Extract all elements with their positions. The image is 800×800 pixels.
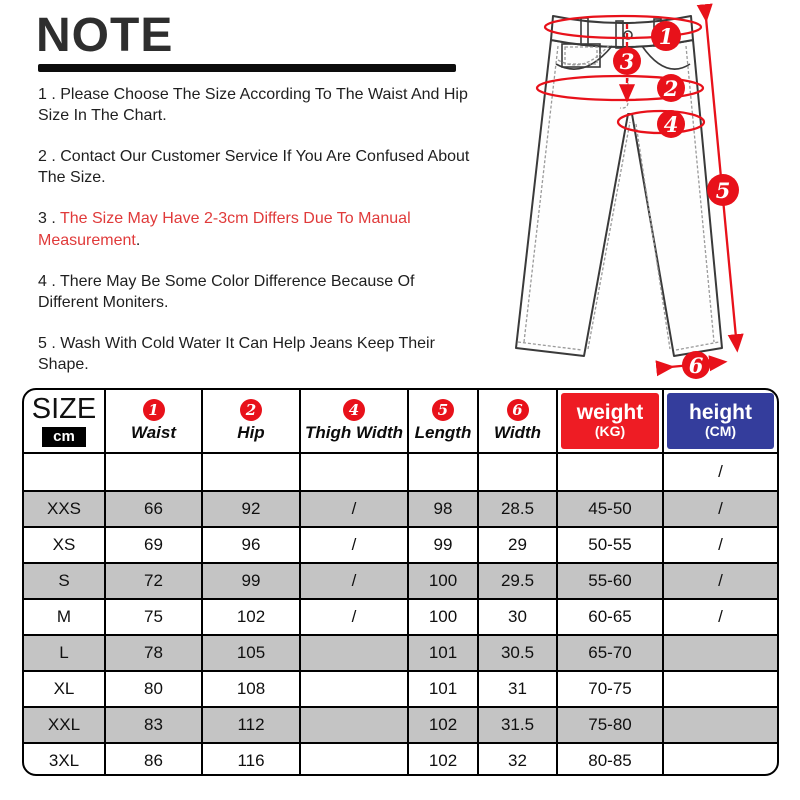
cell-width: 31.5	[477, 708, 556, 742]
cell-length: 100	[407, 564, 477, 598]
jeans-measurement-diagram	[470, 0, 790, 390]
cell-size: XXS	[46, 499, 82, 518]
col-header-thigh-width	[299, 390, 407, 452]
cell-length: 98	[407, 492, 477, 526]
cell-hip: 102	[201, 600, 299, 634]
note-item-3-text: The Size May Have 2-3cm Differs Due To Manual Measurement	[38, 210, 411, 249]
cell-length: 102	[407, 708, 477, 742]
note-item-4-number: 4 .	[38, 272, 60, 290]
col-header-size	[24, 390, 104, 452]
circle-2-icon: 2	[240, 399, 262, 421]
callout-2-number: 2	[663, 76, 679, 101]
cell-waist: 83	[104, 708, 201, 742]
cell-waist: 78	[104, 636, 201, 670]
note-item-1-number: 1 .	[38, 86, 61, 103]
cell-hip: 99	[201, 564, 299, 598]
height-header-box	[667, 393, 774, 449]
cell-width	[477, 454, 556, 490]
cell-hip: 112	[201, 708, 299, 742]
cell-length: 100	[407, 600, 477, 634]
cell-weight: 80-85	[556, 744, 662, 776]
cell-width: 30.5	[477, 636, 556, 670]
cell-length: 101	[407, 636, 477, 670]
cell-waist	[104, 454, 201, 490]
table-row	[24, 634, 777, 670]
weight-header-box	[561, 393, 659, 449]
height-label: height	[689, 401, 752, 425]
cell-size: M	[56, 607, 72, 626]
cell-height: /	[662, 454, 777, 490]
cell-thigh	[299, 708, 407, 742]
weight-unit: (KG)	[594, 423, 626, 440]
note-item-5-number: 5 .	[38, 334, 61, 352]
note-item-3-number: 3 .	[38, 210, 60, 228]
cell-height: /	[662, 564, 777, 598]
note-title: NOTE	[36, 9, 174, 62]
cell-length: 99	[407, 528, 477, 562]
cell-height: /	[662, 492, 777, 526]
cell-height: /	[662, 600, 777, 634]
cell-weight: 45-50	[556, 492, 662, 526]
width-label: Width	[493, 423, 542, 442]
size-table-body	[24, 452, 777, 776]
cell-thigh: /	[299, 528, 407, 562]
cell-hip: 116	[201, 744, 299, 776]
callout-4-number: 4	[663, 112, 679, 137]
cell-thigh: /	[299, 564, 407, 598]
unit-badge: cm	[42, 427, 86, 447]
cell-waist: 86	[104, 744, 201, 776]
col-header-length	[407, 390, 477, 452]
table-row	[24, 526, 777, 562]
cell-waist: 69	[104, 528, 201, 562]
hip-label: Hip	[237, 423, 265, 442]
height-unit: (CM)	[704, 423, 737, 440]
note-item-3-period: .	[135, 231, 141, 249]
cell-size: XS	[52, 535, 76, 554]
callout-1-number: 1	[658, 24, 674, 49]
cell-length: 102	[407, 744, 477, 776]
cell-hip	[201, 454, 299, 490]
col-header-waist	[104, 390, 201, 452]
cell-thigh: /	[299, 600, 407, 634]
circle-1-icon: 1	[143, 399, 165, 421]
col-header-hip	[201, 390, 299, 452]
cell-width: 30	[477, 600, 556, 634]
note-item-4	[38, 271, 476, 313]
table-row	[24, 562, 777, 598]
cell-weight: 55-60	[556, 564, 662, 598]
cell-waist: 80	[104, 672, 201, 706]
cell-weight: 50-55	[556, 528, 662, 562]
cell-length	[407, 454, 477, 490]
table-row	[24, 452, 777, 490]
waist-label: Waist	[130, 423, 177, 442]
length-label: Length	[414, 423, 472, 442]
weight-label: weight	[576, 401, 644, 425]
cell-weight: 70-75	[556, 672, 662, 706]
note-item-4-text: There May Be Some Color Difference Because Of Different Moniters.	[38, 272, 415, 311]
cell-length: 101	[407, 672, 477, 706]
cell-width: 32	[477, 744, 556, 776]
cell-width: 29.5	[477, 564, 556, 598]
cell-weight: 65-70	[556, 636, 662, 670]
callout-3-number: 3	[619, 49, 635, 74]
thigh-width-label: Thigh Width	[304, 423, 404, 442]
cell-width: 28.5	[477, 492, 556, 526]
cell-thigh	[299, 744, 407, 776]
circle-4-icon: 4	[343, 399, 365, 421]
cell-weight: 60-65	[556, 600, 662, 634]
note-item-1-text: Please Choose The Size According To The Waist And Hip Size In The Chart.	[38, 86, 468, 125]
table-row	[24, 490, 777, 526]
cell-height: /	[662, 528, 777, 562]
col-header-height	[662, 390, 777, 452]
cell-height	[662, 636, 777, 670]
cell-size: XL	[53, 679, 75, 698]
note-item-2-text: Contact Our Customer Service If You Are Confused About The Size.	[38, 148, 470, 187]
cell-width: 31	[477, 672, 556, 706]
table-row	[24, 706, 777, 742]
table-row	[24, 670, 777, 706]
cell-thigh	[299, 636, 407, 670]
cell-waist: 75	[104, 600, 201, 634]
note-list	[38, 84, 476, 395]
note-item-5	[38, 333, 476, 375]
callout-6-number: 6	[688, 353, 704, 378]
cell-waist: 66	[104, 492, 201, 526]
note-item-5-text: Wash With Cold Water It Can Help Jeans Keep Their Shape.	[38, 334, 435, 373]
cell-size: S	[58, 571, 70, 590]
cell-height	[662, 708, 777, 742]
cell-thigh: /	[299, 492, 407, 526]
note-item-2-number: 2 .	[38, 148, 61, 166]
cell-hip: 108	[201, 672, 299, 706]
cell-height	[662, 672, 777, 706]
cell-height	[662, 744, 777, 776]
cell-hip: 92	[201, 492, 299, 526]
size-label: SIZE	[31, 393, 97, 425]
cell-hip: 96	[201, 528, 299, 562]
cell-weight	[556, 454, 662, 490]
cell-width: 29	[477, 528, 556, 562]
note-item-2	[38, 146, 476, 188]
size-chart-table	[22, 388, 779, 776]
note-item-1	[38, 84, 476, 126]
circle-5-icon: 5	[432, 399, 454, 421]
cell-size: XXL	[47, 715, 81, 734]
cell-waist: 72	[104, 564, 201, 598]
cell-size: 3XL	[48, 751, 80, 770]
note-item-3	[38, 208, 476, 250]
cell-size	[24, 454, 104, 490]
col-header-weight	[556, 390, 662, 452]
cell-thigh	[299, 454, 407, 490]
cell-weight: 75-80	[556, 708, 662, 742]
table-row	[24, 742, 777, 776]
size-table-header	[24, 390, 777, 452]
circle-6-icon: 6	[507, 399, 529, 421]
cell-hip: 105	[201, 636, 299, 670]
cell-size: L	[59, 643, 69, 662]
cell-thigh	[299, 672, 407, 706]
table-row	[24, 598, 777, 634]
callout-5-number: 5	[715, 178, 731, 203]
note-underline	[38, 64, 456, 72]
jeans-diagram-svg	[470, 0, 790, 390]
col-header-width	[477, 390, 556, 452]
